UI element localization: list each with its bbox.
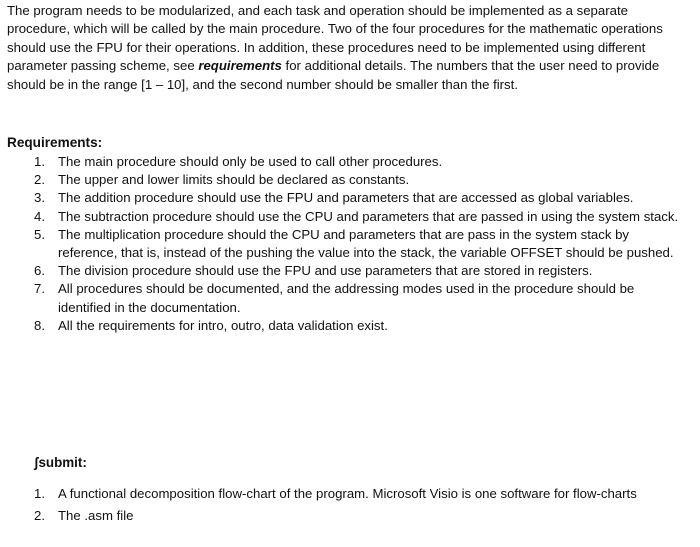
item-text: The multiplication procedure should the CPU and parameters that are pass in the system stack by reference, that is, instead of the pushing the value into the stack, the variable OFFSET should be pushed. [58, 226, 674, 261]
requirement-item [0, 171, 690, 189]
requirement-item [0, 226, 690, 262]
item-number: 1. [34, 486, 45, 501]
item-text: The division procedure should use the FPU and use parameters that are stored in registers. [58, 263, 593, 279]
submit-item [0, 483, 690, 505]
item-number: 3. [34, 190, 45, 206]
item-text: The main procedure should only be used to call other procedures. [58, 154, 443, 169]
item-text: The addition procedure should use the FPU and parameters that are accessed as global variables. [58, 190, 634, 206]
requirements-list [0, 153, 690, 335]
requirement-item [0, 153, 690, 171]
item-text: A functional decomposition flow-chart of the program. Microsoft Visio is one software for flow-charts [58, 486, 637, 501]
requirements-heading: Requirements: [7, 135, 103, 150]
requirement-item [0, 208, 690, 226]
intro-paragraph [7, 2, 691, 94]
item-number: 8. [34, 317, 45, 333]
item-number: 7. [34, 281, 45, 297]
item-text: The upper and lower limits should be declared as constants. [58, 172, 410, 188]
submit-list [0, 483, 690, 526]
item-number: 2. [34, 172, 45, 188]
submit-heading: ʃsubmit: [34, 455, 87, 470]
item-text: The subtraction procedure should use the CPU and parameters that are passed in using the system stack. [58, 208, 679, 224]
item-text: All procedures should be documented, and the addressing modes used in the procedure should be identified in the documentation. [58, 281, 635, 315]
item-number: 2. [34, 507, 45, 523]
item-number: 5. [34, 226, 45, 242]
requirement-item [0, 189, 690, 207]
item-number: 1. [34, 154, 45, 169]
requirements-emphasis: requirements [198, 58, 282, 74]
intro-text-before: The program needs to be modularized, and each task and operation should be implemented as a separate procedure, which will be called by the main procedure. Two of the four procedures for the mathematic operations should use the FPU for their operations. In addition, these procedures need to be implemented using different parameter passing scheme, see [7, 3, 663, 74]
item-text: All the requirements for intro, outro, data validation exist. [58, 317, 388, 333]
requirement-item [0, 262, 690, 280]
item-number: 6. [34, 263, 45, 279]
intro-text-after: for additional details. The numbers that the user need to provide should be in the range [1 – 10], and the second number should be smaller than the first. [7, 58, 660, 92]
item-text: The .asm file [58, 507, 134, 523]
requirement-item [0, 317, 690, 335]
submit-item [0, 505, 690, 527]
item-number: 4. [34, 208, 45, 224]
requirement-item [0, 280, 690, 316]
